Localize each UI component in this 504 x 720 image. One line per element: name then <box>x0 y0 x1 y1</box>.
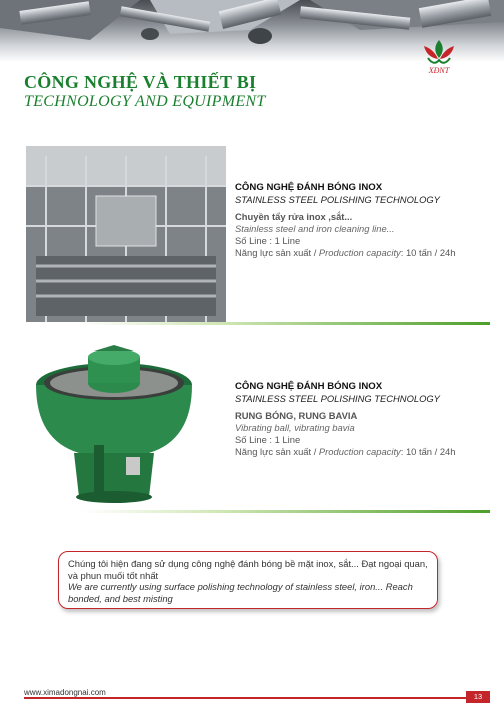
footer-rule <box>24 697 466 699</box>
divider-green <box>80 322 490 325</box>
item-line-count: Số Line : 1 Line <box>235 235 301 246</box>
item-capacity: Năng lực sản xuất / Production capacity: 10 tấn / 24h <box>235 247 456 258</box>
page-number: 13 <box>466 691 490 703</box>
item-heading-vn: CÔNG NGHỆ ĐÁNH BÓNG INOX <box>235 381 383 392</box>
summary-note <box>58 551 438 609</box>
footer-website[interactable]: www.ximadongnai.com <box>24 688 106 697</box>
item-sub-vn: RUNG BÓNG, RUNG BAVIA <box>235 410 358 421</box>
item-heading-vn: CÔNG NGHỆ ĐÁNH BÓNG INOX <box>235 182 383 193</box>
item-1-text <box>235 182 485 259</box>
page-title-en: TECHNOLOGY AND EQUIPMENT <box>24 93 266 110</box>
item-2-text <box>235 381 485 458</box>
page-title-vn: CÔNG NGHỆ VÀ THIẾT BỊ <box>24 72 257 92</box>
item-heading-en: STAINLESS STEEL POLISHING TECHNOLOGY <box>235 393 440 404</box>
item-heading-en: STAINLESS STEEL POLISHING TECHNOLOGY <box>235 194 440 205</box>
item-capacity: Năng lực sản xuất / Production capacity: 10 tấn / 24h <box>235 446 456 457</box>
item-sub-vn: Chuyền tẩy rửa inox ,sắt... <box>235 211 353 222</box>
note-text-en: We are currently using surface polishing technology of stainless steel, iron... Reach bonded, and best misting <box>68 581 413 604</box>
divider-green <box>80 510 490 513</box>
item-sub-en: Vibrating ball, vibrating bavia <box>235 422 355 433</box>
company-logo <box>414 36 464 76</box>
item-sub-en: Stainless steel and iron cleaning line... <box>235 223 395 234</box>
svg-text:XĐNT: XĐNT <box>428 66 450 75</box>
item-line-count: Số Line : 1 Line <box>235 434 301 445</box>
vibrating-machine-photo <box>34 345 199 505</box>
cleaning-line-photo <box>26 146 226 322</box>
note-text-vn: Chúng tôi hiện đang sử dụng công nghệ đánh bóng bề mặt inox, sắt... Đạt ngoại quan, và phun muối tốt nhất <box>68 558 428 581</box>
